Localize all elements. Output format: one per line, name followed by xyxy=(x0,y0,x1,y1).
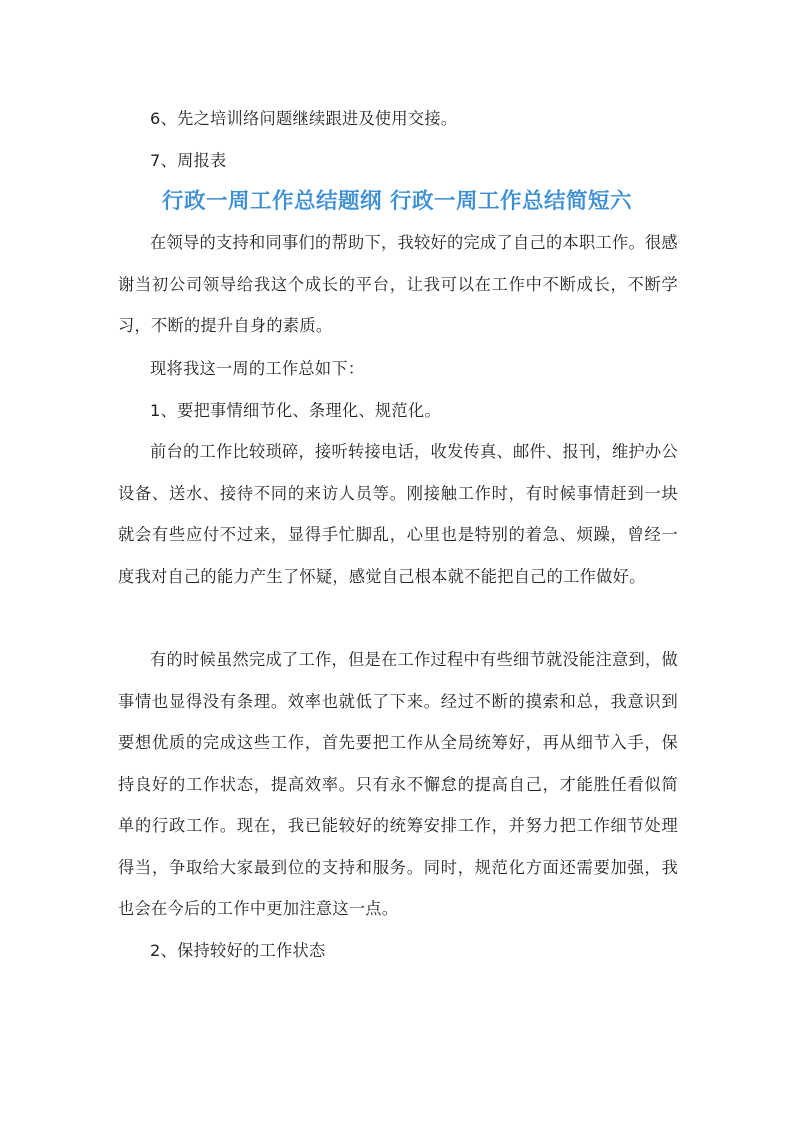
paragraph-improvement: 有的时候虽然完成了工作，但是在工作过程中有些细节就没能注意到，做事情也显得没有条理。效率也就低了下来。经过不断的摸索和总，我意识到要想优质的完成这些工作，首先要把工作从全局统筹好，再从细节入手，保持良好的工作状态，提高效率。只有永不懈怠的提高自己，才能胜任看似简单的行政工作。现在，我已能较好的统筹安排工作，并努力把工作细节处理得当，争取给大家最到位的支持和服务。同时，规范化方面还需要加强，我也会在今后的工作中更加注意这一点。 xyxy=(118,650,678,918)
paragraph-frontdesk: 前台的工作比较琐碎，接听转接电话，收发传真、邮件、报刊，维护办公设备、送水、接待不同的来访人员等。刚接触工作时，有时候事情赶到一块就会有些应付不过来，显得手忙脚乱，心里也是特别的着急、烦躁，曾经一度我对自己的能力产生了怀疑，感觉自己根本就不能把自己的工作做好。 xyxy=(118,442,678,586)
paragraph-summary-lead: 现将我这一周的工作总如下： xyxy=(150,359,365,378)
section-heading-1: 1、要把事情细节化、条理化、规范化。 xyxy=(150,401,441,420)
list-item-6: 6、先之培训络问题继续跟进及使用交接。 xyxy=(150,109,458,128)
list-item-7: 7、周报表 xyxy=(150,151,227,170)
page-title: 行政一周工作总结题纲 行政一周工作总结简短六 xyxy=(162,189,632,214)
section-heading-2: 2、保持较好的工作状态 xyxy=(150,941,326,960)
paragraph-intro: 在领导的支持和同事们的帮助下，我较好的完成了自己的本职工作。很感谢当初公司领导给我这个成长的平台，让我可以在工作中不断成长，不断学习，不断的提升自身的素质。 xyxy=(118,233,678,335)
